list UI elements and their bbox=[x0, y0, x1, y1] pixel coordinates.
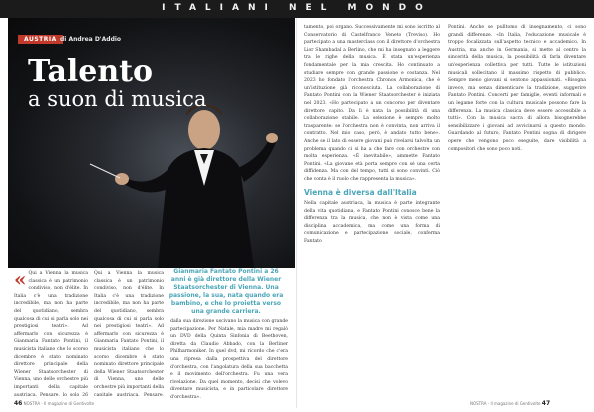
article-headline bbox=[28, 54, 207, 111]
country-tag: AUSTRIA bbox=[18, 35, 63, 44]
article-column-2a bbox=[94, 270, 164, 396]
column-1-text: Qui a Vienna la musica classica è un patrimonio condiviso, non d'élite. In Italia c'è una tradizione incredibile, ma non ha parte del quotidiano, sembra qualcosa di cui si parla solo nei prestigiosi teatri». Ad affermarlo con sicurezza è Gianmaria Fantato Pontini, il musicista italiano che lo scorso dicembre è stato nominato direttore principale della Wiener Staatsorchester di Vienna, uno delle orchestre più importanti della capitale austriaca. Pensare, lo solo 26 bbox=[14, 271, 88, 396]
photo-caption: Gianmaria Fantato Pontini a 26 anni è già direttore della Wiener Staatsorchester di Vienna. Una passione, la sua, nata quando era bambino, e che lo proietta verso una grande carriera. bbox=[168, 268, 284, 316]
footer-right bbox=[470, 400, 550, 407]
drop-cap: « bbox=[14, 270, 27, 291]
article-column-4 bbox=[448, 24, 586, 396]
column-3-text: tamento, poi organo. Successivamente mi sono iscritto al Conservatorio di Castelfranco Veneto (Treviso). Ho partecipato a una masterclass con il direttore d'orchestra Lior Shambadal a Berlino, che mi ha insegnato a leggere tra le righe della musica. È stata un'esperienza fondamentale per la mia crescita. Ho continuato a studiare sempre con grande passione e costanza. Nel 2023 ho fondato l'orchestra Chronos Armonica, che è un'istituzione già riconosciuta. La collaborazione di Fantato Pontini con la Wiener Staatsorchester è iniziata nel 2023. «Ho partecipato a un concorso per diventare direttore capito. Da lì è nata la possibilità di una collaborazione stabile. La selezione è sempre molto trasparente: se l'orchestra non è convinta, non arriva il contratto. Nel mio caso, però, è andato tutto bene». Anche se il lato di essere giovani può rivelarsi talvolta un problema quando ci si ha a che fare con orchestre con molta esperienza. «È inevitabile», ammette Fantato Pontini. «La giovane età porta sempre con sé una certa diffidenza. Ma con del tempo, tutti si sono convinti. Ciò che conta è il ruolo che rappresenta la musica». bbox=[304, 25, 440, 182]
page-number-left: 46 bbox=[14, 400, 23, 407]
page-number-right: 47 bbox=[541, 400, 551, 407]
footer-left-info: NOSTRA - Il magazine di Gentivolte bbox=[23, 401, 95, 406]
column-3b-text: Nella capitale austriaca, la musica è parte integrante della vita quotidiana, e Fantato Pontini conosce bene la differenza tra la musica, che non è vista come una disciplina accademica, ma come una forma di comunicazione e partecipazione sociale, conferma Fantato bbox=[304, 201, 440, 245]
section-title: ITALIANI NEL MONDO bbox=[162, 3, 432, 13]
author-byline: di Andrea D'Addio bbox=[60, 36, 122, 43]
column-2a-text: Qui a Vienna la musica classica è un patrimonio condiviso, non d'élite. In Italia c'è una tradizione incredibile, ma non ha parte del quotidiano, sembra qualcosa di cui si parla solo nei prestigiosi teatri». Ad affermarlo con sicurezza è Gianmaria Fantato Pontini, il musicista italiano che lo scorso dicembre è stato nominato direttore principale della Wiener Staatsorchester di Vienna, uno delle orchestre più importanti della capitale austriaca. Pensare, bbox=[94, 271, 164, 396]
article-column-2 bbox=[170, 318, 288, 398]
headline-line-1: Talento bbox=[28, 54, 154, 89]
footer-left bbox=[14, 400, 94, 407]
headline-line-2: a suon di musica bbox=[28, 87, 207, 111]
section-header-bar bbox=[0, 0, 594, 18]
article-column-1 bbox=[14, 270, 88, 396]
column-4-text: Pontini. Anche se pulltomo di insegnamento, ci sono grandi differenze. «In Italia, l'educazione musicale è troppo focalizzata sull'aspetto tecnico e accademico. In Austria, ma anche in Germania, si mette al centro la sincerità della musica, la possibilità di farla diventare un'esperienza collettiva per tutti. Tutte le istituzioni musicali sollecitano il massimo rispetto di pubblico. Sempre meno giovani si sentono appassionati. «Bisogna invece, ma senza dimenticare la tradizione, suggerire Fantato Pontini. Concerti per famiglie, eventi informali e un legame forte con la cultura musicale possono fare la differenza. La musica classica deve essere accessibile a tutti». Con la musica sacra di allora bisognerebbe sensibilizzare i giovani ad avvicinarsi a questo mondo. Guardando al futuro, Fantato Pontini sogna di dirigere opere che vengono poco eseguite, dare visibilità a compositori che sono poco noti. bbox=[448, 25, 586, 152]
footer-right-info: NOSTRA - Il magazine di Gentivolte bbox=[470, 401, 541, 406]
page-gutter bbox=[296, 18, 297, 408]
column-2-text: dalla sua direzione uscivano la musica con grande partecipazione. Per Natale, mia madre mi regalò un DVD della Quinta Sinfonia di Beethoven, diretta da Claudio Abbado, con la Berliner Philharmoniker. In quel dvd, mi ricordo che c'era una ripresa dalla prospettiva del direttore d'orchestra, con l'angolatura della sua bacchetta e il movimento dell'orchestra. Fu una vera rivelazione. Da quel momento, decisi che volevo diventare musicista, e in particolare direttore d'orchestra». bbox=[170, 319, 288, 398]
article-column-3 bbox=[304, 24, 440, 396]
hero-photo bbox=[8, 18, 295, 268]
subhead-vienna: Vienna è diversa dall'Italia bbox=[304, 188, 417, 198]
